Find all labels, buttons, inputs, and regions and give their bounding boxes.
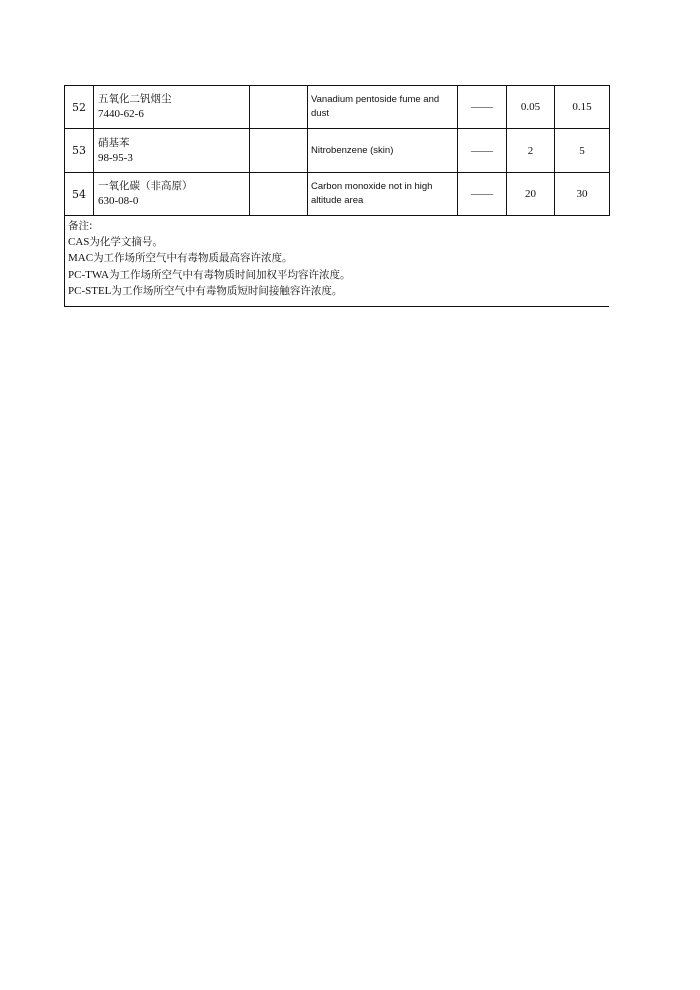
notes-heading: 备注: — [68, 220, 93, 232]
pc-twa-value: 0.05 — [507, 86, 555, 129]
note-line — [68, 267, 609, 283]
mac-value — [250, 86, 308, 129]
row-number: 54 — [65, 173, 94, 216]
english-name: Vanadium pentoside fume and dust — [308, 86, 458, 129]
note-term: PC-TWA — [68, 268, 109, 281]
chinese-name: 一氧化碳（非高原） — [98, 180, 193, 192]
row-number: 52 — [65, 86, 94, 129]
english-name: Carbon monoxide not in high altitude area — [308, 173, 458, 216]
empty-dash: —— — [458, 86, 507, 129]
substance-name-cell — [94, 86, 250, 129]
note-text: 为工作场所空气中有毒物质时间加权平均容许浓度。 — [108, 268, 351, 281]
table-row — [65, 129, 610, 173]
note-term: PC-STEL — [68, 284, 112, 297]
pc-twa-value: 20 — [507, 173, 555, 216]
table-row — [65, 173, 610, 216]
substance-name-cell — [94, 173, 250, 216]
note-term: MAC — [68, 252, 94, 265]
cas-number: 630-08-0 — [98, 195, 139, 207]
row-number: 53 — [65, 129, 94, 173]
substance-name-cell — [94, 129, 250, 173]
chinese-name: 五氧化二钒烟尘 — [98, 93, 172, 105]
note-term: CAS — [68, 236, 90, 249]
note-text: 为化学文摘号。 — [89, 236, 163, 249]
cas-number: 98-95-3 — [98, 151, 133, 164]
pc-stel-value: 0.15 — [555, 86, 610, 129]
english-name: Nitrobenzene (skin) — [308, 129, 458, 173]
pc-twa-value: 2 — [507, 129, 555, 173]
cas-number: 7440-62-6 — [98, 108, 144, 120]
mac-value — [250, 173, 308, 216]
empty-dash: —— — [458, 129, 507, 173]
substance-table — [64, 85, 610, 216]
mac-value — [250, 129, 308, 173]
chinese-name: 硝基苯 — [98, 136, 130, 149]
notes-section — [64, 216, 609, 307]
note-line — [68, 234, 609, 250]
pc-stel-value: 30 — [555, 173, 610, 216]
empty-dash: —— — [458, 173, 507, 216]
table-row — [65, 86, 610, 129]
document-page — [64, 85, 609, 307]
note-line — [68, 250, 609, 266]
note-line — [68, 283, 609, 299]
note-text: 为工作场所空气中有毒物质短时间接触容许浓度。 — [111, 284, 343, 297]
pc-stel-value: 5 — [555, 129, 610, 173]
note-text: 为工作场所空气中有毒物质最高容许浓度。 — [93, 252, 293, 265]
